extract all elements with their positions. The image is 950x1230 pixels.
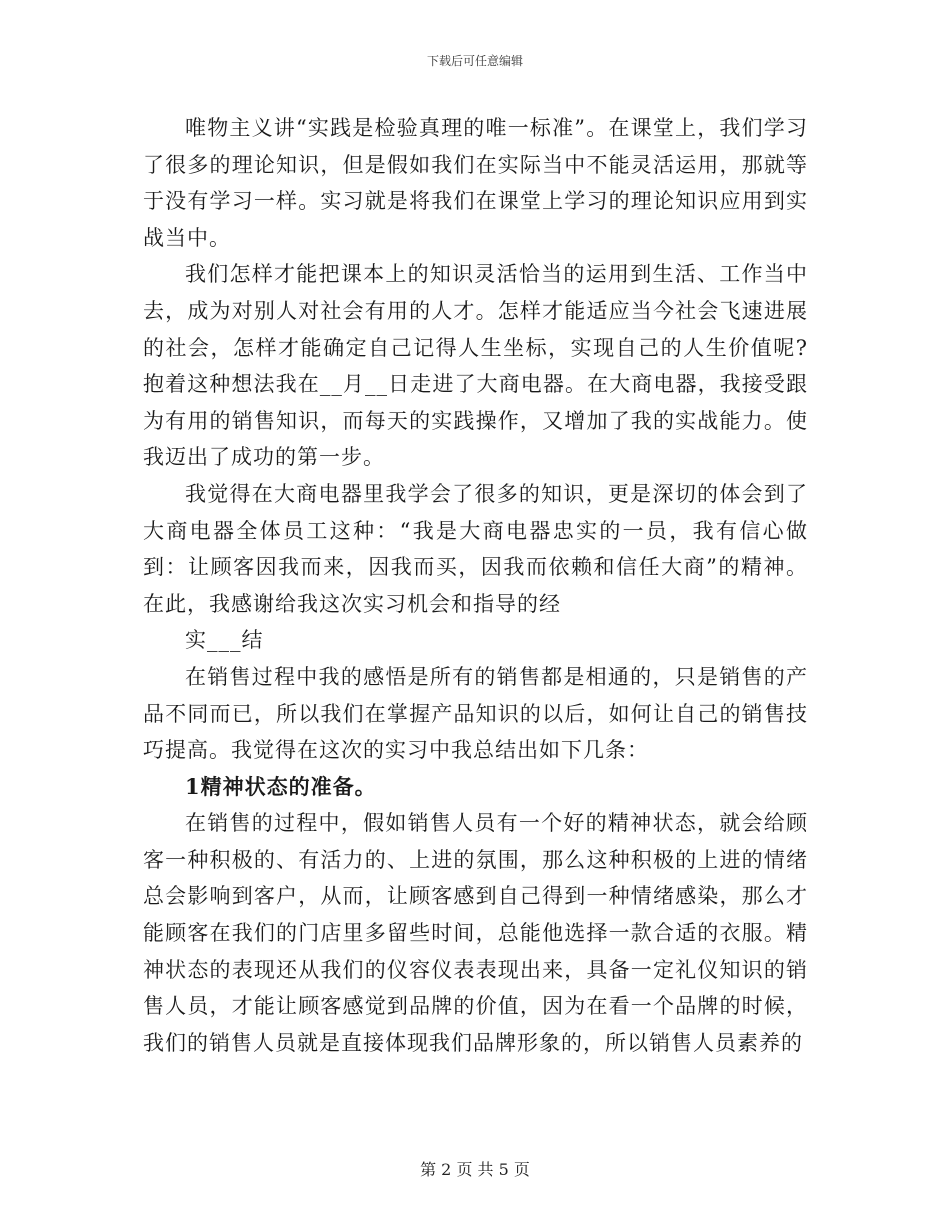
section-title-summary: 实___结 — [185, 628, 264, 653]
paragraph-practice: 唯物主义讲“实践是检验真理的唯一标准”。在课堂上，我们学习了很多的理论知识，但是假如我们在实际当中不能灵活运用，那就等于没有学习一样。实习就是将我们在课堂上学习的理论知识应用到实战当中。 — [143, 116, 808, 250]
document-body — [143, 110, 808, 1061]
subheading-mental-state: 1精神状态的准备。 — [185, 773, 377, 799]
paragraph-sales-insight: 在销售过程中我的感悟是所有的销售都是相通的，只是销售的产品不同而已，所以我们在掌握产品知识的以后，如何让自己的销售技巧提高。我觉得在这次的实习中我总结出如下几条： — [143, 664, 808, 763]
page-header: 下载后可任意编辑 — [426, 54, 523, 68]
page-number: 第 2 页 共 5 页 — [420, 1160, 530, 1179]
paragraph-mental-state: 在销售的过程中，假如销售人员有一个好的精神状态，就会给顾客一种积极的、有活力的、上进的氛围，那么这种积极的上进的情绪总会影响到客户，从而，让顾客感到自己得到一种情绪感染，那么才能顾客在我们的门店里多留些时间，总能他选择一款合适的衣服。精神状态的表现还从我们的仪容仪表表现出来，具备一定礼仪知识的销售人员，才能让顾客感觉到品牌的价值，因为在看一个品牌的时候，我们的销售人员就是直接体现我们品牌形象的，所以销售人员素养的 — [143, 811, 808, 1055]
paragraph-goals: 我们怎样才能把课本上的知识灵活恰当的运用到生活、工作当中去，成为对别人对社会有用的人才。怎样才能适应当今社会飞速进展的社会，怎样才能确定自己记得人生坐标，实现自己的人生价值呢?抱着这种想法我在__月__日走进了大商电器。在大商电器，我接受跟为有用的销售知识，而每天的实践操作，又增加了我的实战能力。使我迈出了成功的第一步。 — [143, 262, 808, 470]
paragraph-gratitude: 我觉得在大商电器里我学会了很多的知识，更是深切的体会到了大商电器全体员工这种：“我是大商电器忠实的一员，我有信心做到：让顾客因我而来，因我而买，因我而依赖和信任大商”的精神。在此，我感谢给我这次实习机会和指导的经 — [143, 481, 808, 616]
